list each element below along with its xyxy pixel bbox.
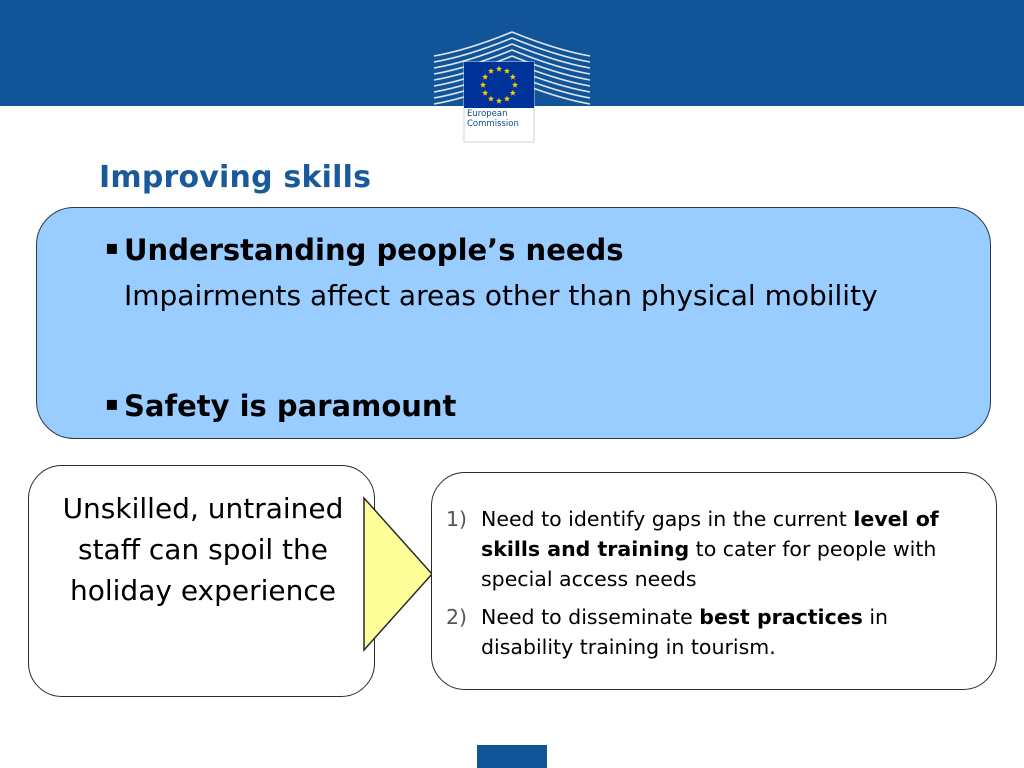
logo-line-1: European bbox=[467, 109, 508, 119]
action-item-2 bbox=[446, 602, 981, 662]
item-text-bold: level of skills and training bbox=[481, 507, 939, 561]
bullet-heading: Safety is paramount bbox=[124, 389, 457, 423]
square-bullet-icon: ▪ bbox=[105, 391, 119, 415]
item-number: 2) bbox=[446, 605, 468, 629]
logo-line-2: Commission bbox=[467, 119, 519, 129]
item-text-plain: Need to identify gaps in the current bbox=[481, 507, 854, 531]
bullet-heading: Understanding people’s needs bbox=[124, 233, 624, 267]
bullet-understanding-needs bbox=[105, 235, 935, 316]
arrow-right-icon bbox=[360, 496, 438, 652]
item-text-bold: best practices bbox=[699, 605, 863, 629]
slide-title: Improving skills bbox=[99, 160, 372, 195]
logo-text bbox=[464, 109, 537, 129]
square-bullet-icon: ▪ bbox=[105, 235, 119, 259]
item-text bbox=[446, 504, 981, 594]
item-text-plain: in disability training in tourism. bbox=[481, 605, 889, 659]
bullet-safety bbox=[105, 391, 935, 421]
item-text-plain: to cater for people with special access needs bbox=[481, 537, 937, 591]
footer-flag-icon bbox=[477, 745, 547, 768]
problem-text: Unskilled, untrained staff can spoil the holiday experience bbox=[62, 492, 344, 607]
item-text-plain: Need to disseminate bbox=[481, 605, 700, 629]
bullet-text: Impairments affect areas other than physical mobility bbox=[124, 279, 878, 312]
action-item-1 bbox=[446, 504, 981, 594]
item-text bbox=[446, 602, 981, 662]
item-number: 1) bbox=[446, 507, 468, 531]
